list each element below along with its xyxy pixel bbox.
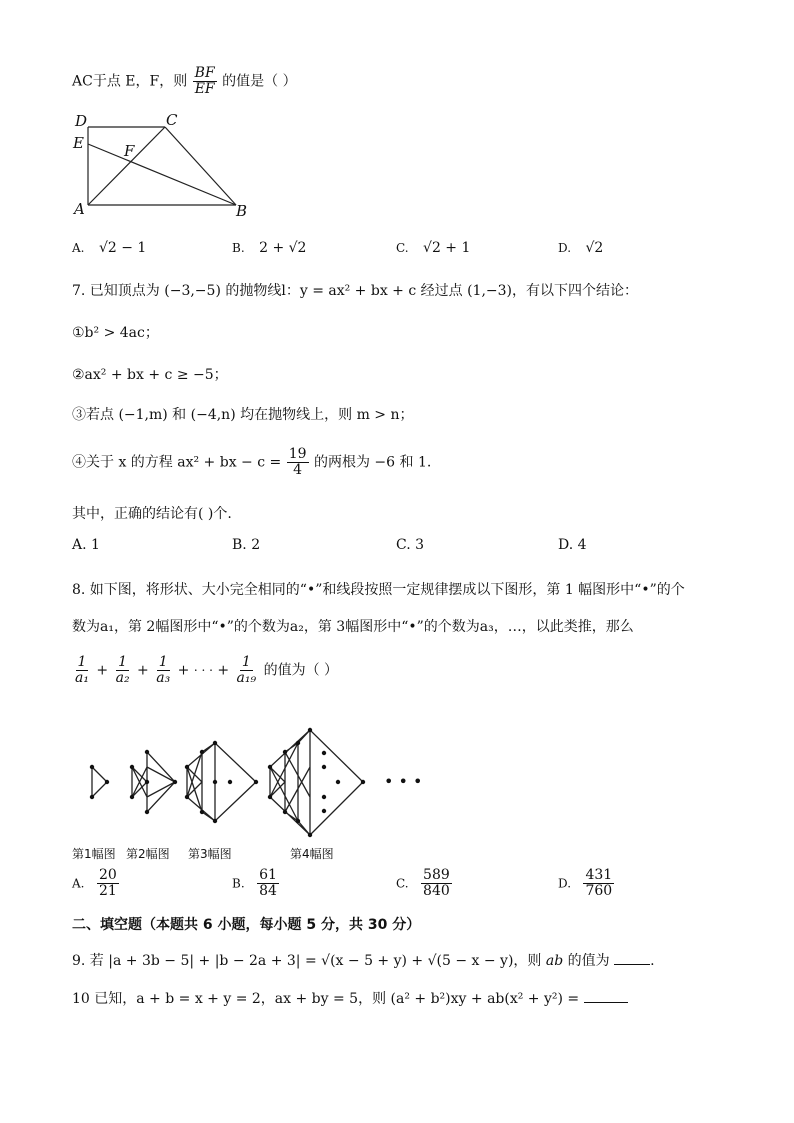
q8-fig-caption-3: 第3幅图 <box>188 847 232 861</box>
label-d: D <box>75 112 88 130</box>
pattern-3-lines <box>187 743 256 821</box>
q7-option-d[interactable]: D. 4 <box>558 537 587 553</box>
q6-fraction: $\frac{BF}{EF}$ <box>194 65 215 97</box>
q7-conclusion-3: ③若点 (−1,m) 和 (−4,n) 均在抛物线上，则 m > n； <box>72 407 414 423</box>
pattern-1-lines <box>92 767 107 797</box>
q10-stem: 10 已知，a + b = x + y = 2，ax + by = 5，则 (a² + b²)xy + ab(x² + y²) = <box>72 990 628 1008</box>
q8-option-d[interactable]: D. $\frac{431}{760}$ <box>558 867 613 899</box>
q8-option-a[interactable]: A. $\frac{20}{21}$ <box>72 867 117 899</box>
label-a: A <box>74 200 85 218</box>
label-b: B <box>236 202 248 220</box>
label-f: F <box>124 142 135 160</box>
q7-option-a[interactable]: A. 1 <box>72 537 100 553</box>
q10-answer-blank[interactable] <box>584 1002 628 1003</box>
q8-fig-caption-1: 第1幅图 <box>72 847 116 861</box>
q8-fig-caption-4: 第4幅图 <box>290 847 334 861</box>
q8-option-c[interactable]: C. $\frac{589}{840}$ <box>396 867 450 899</box>
q7-fraction: $\frac{19}{4}$ <box>288 446 307 478</box>
q7-option-c[interactable]: C. 3 <box>396 537 425 553</box>
segment-cb <box>165 127 236 205</box>
q7-conclusion-1: ①b² > 4ac； <box>72 325 159 341</box>
segment-eb <box>88 144 236 205</box>
section-2-title: 二、填空题（本题共 6 小题，每小题 5 分，共 30 分） <box>72 917 421 933</box>
q6-stem <box>72 66 297 97</box>
q6-option-b[interactable]: B. 2 + √2 <box>232 240 307 256</box>
q6-option-c[interactable]: C. √2 + 1 <box>396 240 471 256</box>
q6-option-a[interactable]: A. √2 − 1 <box>72 240 147 256</box>
q8-stem-line1: 8. 如下图，将形状、大小完全相同的“•”和线段按照一定规律摆成以下图形，第 1 幅图形中“•”的个 <box>72 582 685 598</box>
q7-ask: 其中，正确的结论有( )个. <box>72 506 232 522</box>
label-c: C <box>166 111 178 129</box>
q7-option-b[interactable]: B. 2 <box>232 537 261 553</box>
q7-stem: 7. 已知顶点为 (−3,−5) 的抛物线l：y = ax² + bx + c 经过点 (1,−3)，有以下四个结论： <box>72 283 639 299</box>
q8-sum-expression: $\frac{1}{\text{a₁}}$ + $\frac{1}{\text{a₂}}$ + $\frac{1}{\text{a₃}}$ + · · · + $\frac{1}{\text{a₁₉}}$ 的值为（ ） <box>75 654 339 686</box>
q6-option-d[interactable]: D. √2 <box>558 240 604 256</box>
pattern-ellipsis: • • • <box>384 772 423 791</box>
q9-stem: 9. 若 |a + 3b − 5| + |b − 2a + 3| = √(x − 5 + y) + √(5 − x − y)，则 ab 的值为 . <box>72 953 655 969</box>
q8-option-b[interactable]: B. $\frac{61}{84}$ <box>232 867 277 899</box>
q9-answer-blank[interactable] <box>614 964 650 965</box>
q8-fig-caption-2: 第2幅图 <box>126 847 170 861</box>
pattern-4-lines <box>270 730 363 835</box>
q7-conclusion-4: ④关于 x 的方程 ax² + bx − c = $\frac{19}{4}$ 的两根为 −6 和 1. <box>72 446 432 478</box>
q6-trapezoid-figure <box>66 108 266 223</box>
q6-stem-suffix: 的值是（ ） <box>222 73 297 90</box>
segment-ac <box>88 127 165 205</box>
label-e: E <box>73 134 84 152</box>
q8-stem-line2: 数为a₁，第 2幅图形中“•”的个数为a₂，第 3幅图形中“•”的个数为a₃，…，以此类推，那么 <box>72 619 634 635</box>
q8-pattern-figure <box>70 715 430 845</box>
q6-stem-text: AC于点 E，F，则 <box>72 73 188 90</box>
pattern-2-lines <box>132 752 175 812</box>
q7-conclusion-2: ②ax² + bx + c ≥ −5； <box>72 367 228 383</box>
